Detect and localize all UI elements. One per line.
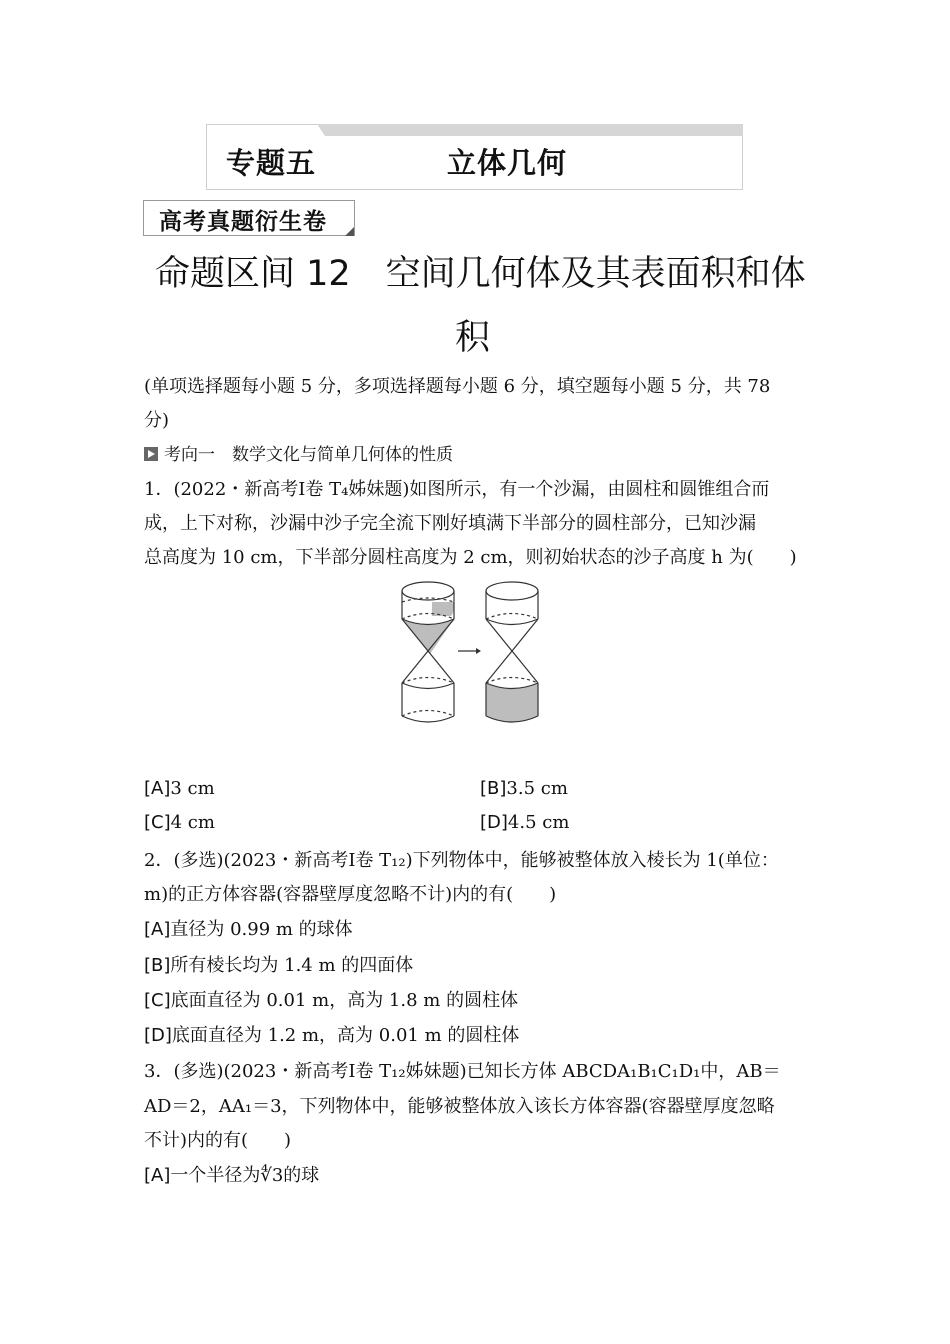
play-icon	[144, 447, 158, 461]
hourglass-figure	[396, 578, 546, 730]
q1-option-c: [C]4 cm	[144, 812, 215, 833]
chapter-title: 立体几何	[447, 146, 568, 180]
q1-option-b: [B]3.5 cm	[480, 778, 568, 799]
page-title: 命题区间 12 空间几何体及其表面积和体	[155, 254, 806, 294]
q2-option-b: [B]所有棱长均为 1.4 m 的四面体	[144, 955, 414, 976]
instructions: (单项选择题每小题 5 分，多项选择题每小题 6 分，填空题每小题 5 分，共 78	[144, 376, 771, 397]
question-2: 2．(多选)(2023・新高考Ⅰ卷 T₁₂)下列物体中，能够被整体放入棱长为 1(单位：	[144, 850, 779, 871]
question-3-line2: AD＝2，AA₁＝3，下列物体中，能够被整体放入该长方体容器(容器壁厚度忽略	[144, 1096, 775, 1117]
question-2-line2: m)的正方体容器(容器壁厚度忽略不计)内的有( )	[144, 884, 557, 905]
page-title-continued: 积	[455, 318, 491, 358]
question-3: 3．(多选)(2023・新高考Ⅰ卷 T₁₂姊妹题)已知长方体 ABCDA₁B₁C₁D₁中，AB＝	[144, 1061, 781, 1082]
question-3-line3: 不计)内的有( )	[144, 1130, 292, 1151]
q2-option-a: [A]直径为 0.99 m 的球体	[144, 919, 353, 940]
q2-option-d: [D]底面直径为 1.2 m，高为 0.01 m 的圆柱体	[144, 1025, 520, 1046]
chapter-number: 专题五	[226, 146, 317, 180]
tag-corner	[345, 227, 354, 236]
q1-option-d: [D]4.5 cm	[480, 812, 570, 833]
question-1-line3: 总高度为 10 cm，下半部分圆柱高度为 2 cm，则初始状态的沙子高度 h 为( )	[144, 547, 797, 568]
instructions-continued: 分)	[144, 410, 170, 431]
paper-tag: 高考真题衍生卷	[159, 208, 327, 235]
q2-option-c: [C]底面直径为 0.01 m，高为 1.8 m 的圆柱体	[144, 990, 519, 1011]
question-1: 1．(2022・新高考Ⅰ卷 T₄姊妹题)如图所示，有一个沙漏，由圆柱和圆锥组合而	[144, 479, 770, 500]
section-heading-text: 考向一 数学文化与简单几何体的性质	[164, 445, 453, 465]
section-heading	[144, 440, 453, 465]
q1-option-a: [A]3 cm	[144, 778, 215, 799]
q3-option-a: [A]一个半径为∜3的球	[144, 1165, 320, 1186]
banner-strip	[325, 124, 743, 136]
banner-notch	[317, 124, 325, 136]
question-1-line2: 成，上下对称，沙漏中沙子完全流下刚好填满下半部分的圆柱部分，已知沙漏	[144, 513, 756, 534]
